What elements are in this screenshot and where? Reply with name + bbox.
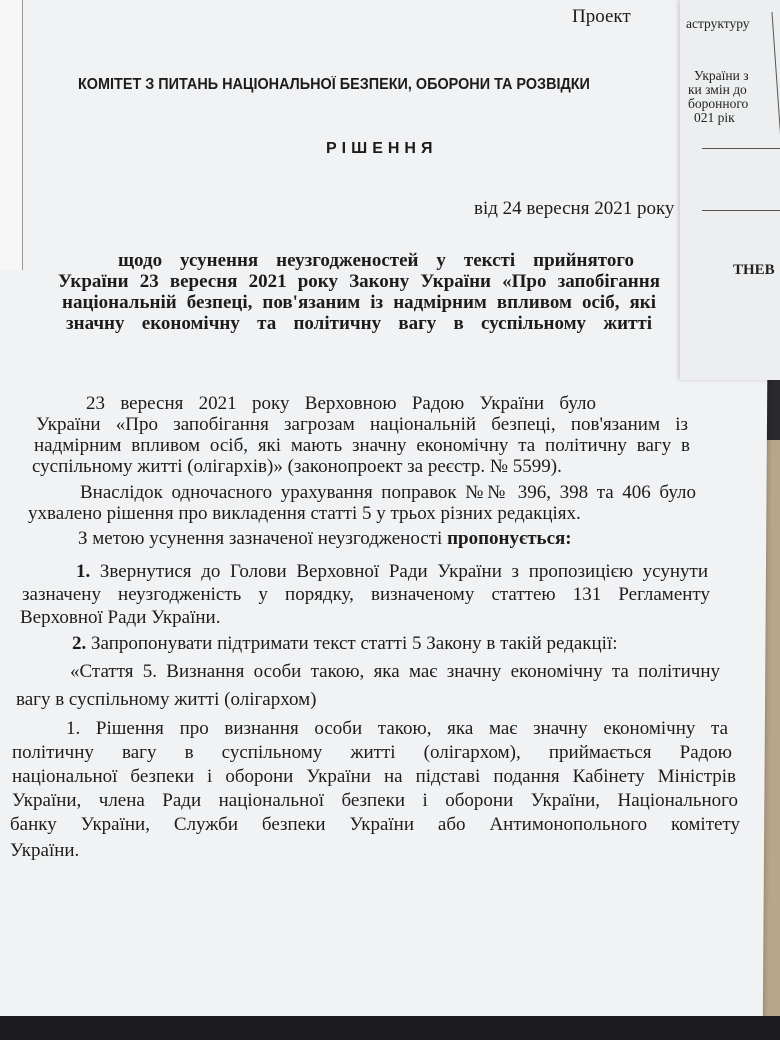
background-fragment: боронного [688,96,749,111]
article-line: національної безпеки і оборони України на підставі подання Кабінету Міністрів [12,766,736,787]
proposal-intro [78,528,572,550]
background-fragment: ТНЕВ [733,262,775,278]
left-sheet-edge [0,0,23,270]
paragraph-line: 23 вересня 2021 року Верховною Радою України було [86,393,596,414]
background-fragment: ки змін до [688,82,747,97]
item-1-line: Верховної Ради України. [20,607,221,628]
document-title: РІШЕННЯ [326,140,438,157]
item-1-line: зазначену неузгодженість у порядку, визначеному статтею 131 Регламенту [22,584,710,605]
article-line: 1. Рішення про визнання особи такою, яка має значну економічну та [66,718,728,739]
background-fragment: аструктуру [686,16,750,31]
text: Звернутися до Голови Верховної Ради України з пропозицією усунути [90,561,708,582]
subject-line: України 23 вересня 2021 року Закону України «Про запобігання [58,271,660,292]
subject-line: національній безпеці, пов'язаним із надмірним впливом осіб, які [62,292,656,313]
table-surface [0,1016,780,1040]
emphasis: 2. [72,633,87,654]
document-date: від 24 вересня 2021 року [474,198,675,219]
paragraph-line: ухвалено рішення про викладення статті 5 у трьох різних редакціях. [28,503,581,524]
committee-name: КОМІТЕТ З ПИТАНЬ НАЦІОНАЛЬНОЇ БЕЗПЕКИ, ОБОРОНИ ТА РОЗВІДКИ [78,76,590,93]
text: Запропонувати підтримати текст статті 5 Закону в такій редакції: [86,633,618,654]
table-rule [702,148,780,149]
emphasis: пропонується: [447,528,572,549]
paragraph-line: України «Про запобігання загрозам національній безпеці, пов'язаним із [36,414,688,435]
article-line: України. [10,840,80,861]
quote-line: вагу в суспільному житті (олігархом) [16,689,317,710]
draft-label: Проект [572,6,631,27]
quote-line: «Стаття 5. Визнання особи такою, яка має значну економічну та політичну [70,661,720,682]
background-sheet [680,0,780,380]
paragraph-line: суспільному житті (олігархів)» (законопроект за реєстр. № 5599). [32,456,562,477]
emphasis: 1. [76,561,91,582]
table-border [771,12,780,142]
text: З метою усунення зазначеної неузгодженості [78,528,448,549]
subject-line: значну економічну та політичну вагу в суспільному житті [66,313,652,334]
article-line: банку України, Служби безпеки України або Антимонопольного комітету [10,814,740,835]
background-fragment: 021 рік [694,110,735,125]
table-rule [702,210,780,211]
paragraph-line: Внаслідок одночасного урахування поправок №№ 396, 398 та 406 було [80,482,696,503]
item-1 [76,561,708,583]
item-2 [72,633,618,655]
background-fragment: України з [694,68,749,83]
paragraph-line: надмірним впливом осіб, які мають значну економічну та політичну вагу в [34,435,690,456]
article-line: України, члена Ради національної безпеки і оборони України, Національного [12,790,738,811]
article-line: політичну вагу в суспільному житті (олігархом), приймається Радою [12,742,732,763]
subject-line: щодо усунення неузгодженостей у тексті прийнятого [118,250,634,271]
